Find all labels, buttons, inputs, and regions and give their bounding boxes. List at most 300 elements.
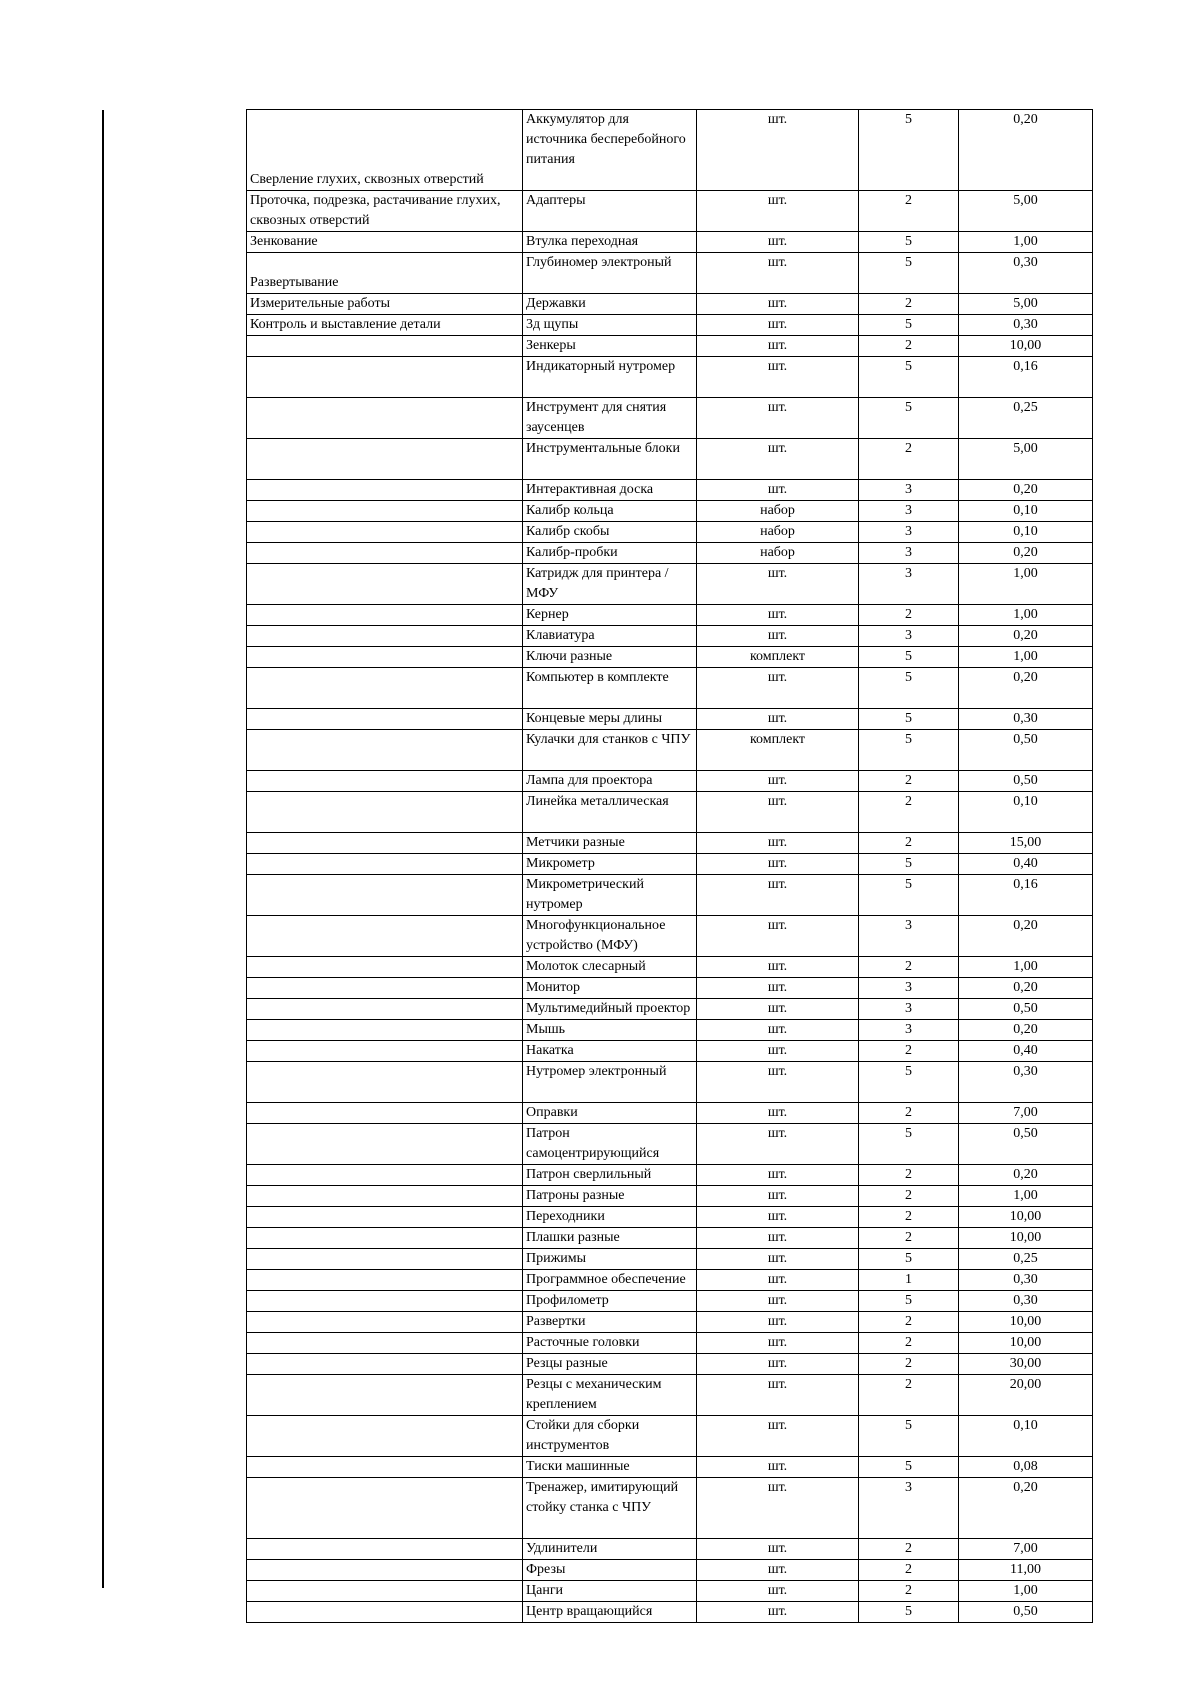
equipment-name-cell: Стойки для сборки инструментов (523, 1416, 697, 1457)
equipment-name-cell: Патрон сверлильный (523, 1165, 697, 1186)
norm-cell: 5,00 (959, 191, 1093, 232)
norm-cell: 0,20 (959, 480, 1093, 501)
quantity-cell: 5 (859, 398, 959, 439)
unit-cell: шт. (697, 709, 859, 730)
norm-cell: 11,00 (959, 1560, 1093, 1581)
table-row (247, 1124, 1093, 1165)
quantity-cell: 2 (859, 771, 959, 792)
quantity-cell: 5 (859, 315, 959, 336)
equipment-name-cell: Тиски машинные (523, 1457, 697, 1478)
equipment-name-cell: Мышь (523, 1020, 697, 1041)
unit-cell: шт. (697, 792, 859, 833)
norm-cell: 10,00 (959, 1312, 1093, 1333)
quantity-cell: 2 (859, 191, 959, 232)
operation-cell (247, 854, 523, 875)
quantity-cell: 2 (859, 605, 959, 626)
norm-cell: 0,30 (959, 1062, 1093, 1103)
table-row (247, 110, 1093, 191)
equipment-name-cell: Патроны разные (523, 1186, 697, 1207)
equipment-name-cell: Втулка переходная (523, 232, 697, 253)
norm-cell: 0,40 (959, 1041, 1093, 1062)
unit-cell: шт. (697, 1312, 859, 1333)
equipment-name-cell: Глубиномер электроный (523, 253, 697, 294)
operation-cell (247, 1354, 523, 1375)
operation-cell (247, 833, 523, 854)
unit-cell: шт. (697, 1581, 859, 1602)
operation-cell (247, 1602, 523, 1623)
quantity-cell: 5 (859, 875, 959, 916)
equipment-name-cell: Оправки (523, 1103, 697, 1124)
unit-cell: шт. (697, 1416, 859, 1457)
unit-cell: шт. (697, 1602, 859, 1623)
equipment-name-cell: Нутромер электронный (523, 1062, 697, 1103)
equipment-name-cell: Расточные головки (523, 1333, 697, 1354)
equipment-name-cell: Переходники (523, 1207, 697, 1228)
equipment-name-cell: Плашки разные (523, 1228, 697, 1249)
quantity-cell: 2 (859, 1207, 959, 1228)
equipment-name-cell: Цанги (523, 1581, 697, 1602)
unit-cell: шт. (697, 1270, 859, 1291)
equipment-name-cell: Державки (523, 294, 697, 315)
operation-cell (247, 1291, 523, 1312)
operation-cell (247, 1249, 523, 1270)
unit-cell: шт. (697, 398, 859, 439)
equipment-name-cell: Адаптеры (523, 191, 697, 232)
equipment-name-cell: Резцы с механическим креплением (523, 1375, 697, 1416)
unit-cell: шт. (697, 833, 859, 854)
table-row (247, 771, 1093, 792)
table-row (247, 1291, 1093, 1312)
unit-cell: шт. (697, 1457, 859, 1478)
equipment-name-cell: Компьютер в комплекте (523, 668, 697, 709)
operation-cell (247, 439, 523, 480)
quantity-cell: 3 (859, 916, 959, 957)
unit-cell: шт. (697, 232, 859, 253)
equipment-name-cell: Линейка металлическая (523, 792, 697, 833)
table-row (247, 709, 1093, 730)
unit-cell: шт. (697, 439, 859, 480)
table-row (247, 1020, 1093, 1041)
quantity-cell: 3 (859, 543, 959, 564)
operation-cell (247, 1560, 523, 1581)
table-row (247, 833, 1093, 854)
equipment-name-cell: Фрезы (523, 1560, 697, 1581)
equipment-name-cell: Накатка (523, 1041, 697, 1062)
equipment-name-cell: Клавиатура (523, 626, 697, 647)
table-row (247, 1186, 1093, 1207)
table-row (247, 1560, 1093, 1581)
equipment-name-cell: Лампа для проектора (523, 771, 697, 792)
unit-cell: комплект (697, 730, 859, 771)
equipment-name-cell: Калибр-пробки (523, 543, 697, 564)
norm-cell: 0,20 (959, 1020, 1093, 1041)
quantity-cell: 5 (859, 1602, 959, 1623)
table-row (247, 294, 1093, 315)
table-row (247, 999, 1093, 1020)
norm-cell: 0,08 (959, 1457, 1093, 1478)
operation-cell: Измерительные работы (247, 294, 523, 315)
unit-cell: шт. (697, 978, 859, 999)
unit-cell: шт. (697, 315, 859, 336)
unit-cell: шт. (697, 1062, 859, 1103)
table-row (247, 1062, 1093, 1103)
equipment-name-cell: Программное обеспечение (523, 1270, 697, 1291)
table-row (247, 978, 1093, 999)
norm-cell: 1,00 (959, 647, 1093, 668)
table-row (247, 501, 1093, 522)
operation-cell (247, 1375, 523, 1416)
norm-cell: 0,50 (959, 730, 1093, 771)
quantity-cell: 3 (859, 978, 959, 999)
table-row (247, 522, 1093, 543)
norm-cell: 1,00 (959, 1186, 1093, 1207)
table-row (247, 854, 1093, 875)
operation-cell (247, 875, 523, 916)
norm-cell: 20,00 (959, 1375, 1093, 1416)
equipment-name-cell: Инструмент для снятия заусенцев (523, 398, 697, 439)
norm-cell: 1,00 (959, 957, 1093, 978)
norm-cell: 0,16 (959, 875, 1093, 916)
quantity-cell: 5 (859, 854, 959, 875)
operation-cell (247, 647, 523, 668)
norm-cell: 0,10 (959, 522, 1093, 543)
norm-cell: 10,00 (959, 336, 1093, 357)
equipment-name-cell: Аккумулятор для источника бесперебойного питания (523, 110, 697, 191)
norm-cell: 0,40 (959, 854, 1093, 875)
norm-cell: 0,30 (959, 709, 1093, 730)
operation-cell (247, 1228, 523, 1249)
quantity-cell: 2 (859, 792, 959, 833)
norm-cell: 0,16 (959, 357, 1093, 398)
norm-cell: 0,10 (959, 792, 1093, 833)
table-row (247, 626, 1093, 647)
quantity-cell: 2 (859, 1375, 959, 1416)
operation-cell (247, 1457, 523, 1478)
unit-cell: шт. (697, 916, 859, 957)
equipment-name-cell: Многофункциональное устройство (МФУ) (523, 916, 697, 957)
operation-cell (247, 1312, 523, 1333)
equipment-name-cell: Профилометр (523, 1291, 697, 1312)
norm-cell: 0,20 (959, 916, 1093, 957)
table-row (247, 957, 1093, 978)
table-row (247, 875, 1093, 916)
equipment-name-cell: Тренажер, имитирующий стойку станка с ЧПУ (523, 1478, 697, 1539)
operation-cell (247, 357, 523, 398)
page-margin-line (102, 110, 104, 1588)
norm-cell: 0,50 (959, 1124, 1093, 1165)
unit-cell: шт. (697, 1249, 859, 1270)
equipment-name-cell: Центр вращающийся (523, 1602, 697, 1623)
operation-cell: Контроль и выставление детали (247, 315, 523, 336)
unit-cell: набор (697, 501, 859, 522)
table-row (247, 543, 1093, 564)
equipment-name-cell: 3д щупы (523, 315, 697, 336)
unit-cell: шт. (697, 1186, 859, 1207)
quantity-cell: 5 (859, 110, 959, 191)
quantity-cell: 5 (859, 1457, 959, 1478)
table-row (247, 1228, 1093, 1249)
quantity-cell: 5 (859, 232, 959, 253)
unit-cell: шт. (697, 191, 859, 232)
unit-cell: шт. (697, 854, 859, 875)
equipment-name-cell: Индикаторный нутромер (523, 357, 697, 398)
equipment-name-cell: Калибр кольца (523, 501, 697, 522)
table-row (247, 1103, 1093, 1124)
norm-cell: 0,20 (959, 1478, 1093, 1539)
norm-cell: 10,00 (959, 1333, 1093, 1354)
unit-cell: шт. (697, 357, 859, 398)
unit-cell: шт. (697, 668, 859, 709)
norm-cell: 15,00 (959, 833, 1093, 854)
norm-cell: 0,30 (959, 1291, 1093, 1312)
equipment-name-cell: Микрометр (523, 854, 697, 875)
table-row (247, 1041, 1093, 1062)
table-row (247, 647, 1093, 668)
quantity-cell: 2 (859, 1581, 959, 1602)
equipment-name-cell: Метчики разные (523, 833, 697, 854)
unit-cell: шт. (697, 626, 859, 647)
unit-cell: шт. (697, 605, 859, 626)
unit-cell: шт. (697, 1228, 859, 1249)
quantity-cell: 5 (859, 357, 959, 398)
table-row (247, 1270, 1093, 1291)
quantity-cell: 2 (859, 1165, 959, 1186)
operation-cell (247, 564, 523, 605)
unit-cell: шт. (697, 1124, 859, 1165)
unit-cell: шт. (697, 480, 859, 501)
unit-cell: шт. (697, 1041, 859, 1062)
table-row (247, 398, 1093, 439)
operation-cell (247, 543, 523, 564)
equipment-name-cell: Катридж для принтера /МФУ (523, 564, 697, 605)
table-row (247, 730, 1093, 771)
equipment-name-cell: Инструментальные блоки (523, 439, 697, 480)
table-row (247, 792, 1093, 833)
unit-cell: шт. (697, 110, 859, 191)
equipment-name-cell: Патрон самоцентрирующийся (523, 1124, 697, 1165)
norm-cell: 0,20 (959, 978, 1093, 999)
norm-cell: 0,30 (959, 1270, 1093, 1291)
unit-cell: шт. (697, 1020, 859, 1041)
operation-cell (247, 709, 523, 730)
equipment-name-cell: Кернер (523, 605, 697, 626)
unit-cell: шт. (697, 957, 859, 978)
operation-cell (247, 978, 523, 999)
quantity-cell: 2 (859, 1333, 959, 1354)
norm-cell: 1,00 (959, 564, 1093, 605)
equipment-name-cell: Молоток слесарный (523, 957, 697, 978)
equipment-name-cell: Развертки (523, 1312, 697, 1333)
unit-cell: шт. (697, 771, 859, 792)
norm-cell: 0,25 (959, 1249, 1093, 1270)
unit-cell: шт. (697, 1291, 859, 1312)
operation-cell: Сверление глухих, сквозных отверстий (247, 110, 523, 191)
unit-cell: шт. (697, 253, 859, 294)
unit-cell: шт. (697, 294, 859, 315)
quantity-cell: 2 (859, 957, 959, 978)
operation-cell (247, 1041, 523, 1062)
operation-cell (247, 626, 523, 647)
quantity-cell: 5 (859, 668, 959, 709)
quantity-cell: 2 (859, 833, 959, 854)
operation-cell (247, 480, 523, 501)
unit-cell: комплект (697, 647, 859, 668)
table-row (247, 232, 1093, 253)
equipment-name-cell: Удлинители (523, 1539, 697, 1560)
norm-cell: 1,00 (959, 605, 1093, 626)
operation-cell (247, 1478, 523, 1539)
table-row (247, 1333, 1093, 1354)
table-row (247, 1249, 1093, 1270)
operation-cell (247, 957, 523, 978)
table-row (247, 1416, 1093, 1457)
operation-cell (247, 1165, 523, 1186)
operation-cell (247, 501, 523, 522)
equipment-name-cell: Кулачки для станков с ЧПУ (523, 730, 697, 771)
unit-cell: шт. (697, 1375, 859, 1416)
norm-cell: 0,20 (959, 668, 1093, 709)
table-row (247, 1581, 1093, 1602)
unit-cell: набор (697, 543, 859, 564)
unit-cell: шт. (697, 1560, 859, 1581)
table-row (247, 1457, 1093, 1478)
operation-cell: Зенкование (247, 232, 523, 253)
table-row (247, 1375, 1093, 1416)
quantity-cell: 5 (859, 1124, 959, 1165)
norm-cell: 10,00 (959, 1228, 1093, 1249)
quantity-cell: 2 (859, 294, 959, 315)
quantity-cell: 5 (859, 647, 959, 668)
norm-cell: 0,20 (959, 626, 1093, 647)
equipment-table (246, 109, 1093, 1623)
norm-cell: 0,50 (959, 771, 1093, 792)
operation-cell (247, 1062, 523, 1103)
quantity-cell: 2 (859, 1041, 959, 1062)
operation-cell (247, 1124, 523, 1165)
norm-cell: 0,30 (959, 315, 1093, 336)
quantity-cell: 2 (859, 1312, 959, 1333)
equipment-name-cell: Монитор (523, 978, 697, 999)
unit-cell: шт. (697, 1478, 859, 1539)
norm-cell: 0,50 (959, 1602, 1093, 1623)
equipment-name-cell: Прижимы (523, 1249, 697, 1270)
norm-cell: 0,30 (959, 253, 1093, 294)
equipment-name-cell: Калибр скобы (523, 522, 697, 543)
quantity-cell: 3 (859, 564, 959, 605)
table-row (247, 1207, 1093, 1228)
quantity-cell: 5 (859, 1249, 959, 1270)
norm-cell: 30,00 (959, 1354, 1093, 1375)
norm-cell: 10,00 (959, 1207, 1093, 1228)
quantity-cell: 5 (859, 1291, 959, 1312)
table-row (247, 191, 1093, 232)
quantity-cell: 3 (859, 626, 959, 647)
operation-cell (247, 1186, 523, 1207)
norm-cell: 0,10 (959, 1416, 1093, 1457)
unit-cell: шт. (697, 999, 859, 1020)
operation-cell (247, 916, 523, 957)
operation-cell (247, 522, 523, 543)
quantity-cell: 2 (859, 1539, 959, 1560)
unit-cell: шт. (697, 564, 859, 605)
quantity-cell: 2 (859, 1186, 959, 1207)
unit-cell: шт. (697, 1333, 859, 1354)
equipment-name-cell: Интерактивная доска (523, 480, 697, 501)
norm-cell: 0,20 (959, 543, 1093, 564)
table-row (247, 1165, 1093, 1186)
quantity-cell: 3 (859, 522, 959, 543)
quantity-cell: 3 (859, 501, 959, 522)
operation-cell: Проточка, подрезка, растачивание глухих, сквозных отверстий (247, 191, 523, 232)
norm-cell: 1,00 (959, 232, 1093, 253)
equipment-name-cell: Ключи разные (523, 647, 697, 668)
unit-cell: шт. (697, 336, 859, 357)
quantity-cell: 5 (859, 730, 959, 771)
quantity-cell: 3 (859, 1020, 959, 1041)
quantity-cell: 2 (859, 1354, 959, 1375)
norm-cell: 1,00 (959, 1581, 1093, 1602)
operation-cell: Развертывание (247, 253, 523, 294)
norm-cell: 0,20 (959, 110, 1093, 191)
operation-cell (247, 730, 523, 771)
quantity-cell: 3 (859, 1478, 959, 1539)
operation-cell (247, 668, 523, 709)
norm-cell: 5,00 (959, 294, 1093, 315)
operation-cell (247, 792, 523, 833)
norm-cell: 7,00 (959, 1539, 1093, 1560)
quantity-cell: 5 (859, 709, 959, 730)
norm-cell: 0,10 (959, 501, 1093, 522)
table-row (247, 668, 1093, 709)
norm-cell: 0,25 (959, 398, 1093, 439)
quantity-cell: 5 (859, 1062, 959, 1103)
operation-cell (247, 605, 523, 626)
quantity-cell: 1 (859, 1270, 959, 1291)
operation-cell (247, 1333, 523, 1354)
unit-cell: шт. (697, 1165, 859, 1186)
quantity-cell: 3 (859, 999, 959, 1020)
operation-cell (247, 1581, 523, 1602)
unit-cell: шт. (697, 1354, 859, 1375)
norm-cell: 0,20 (959, 1165, 1093, 1186)
operation-cell (247, 1416, 523, 1457)
equipment-name-cell: Зенкеры (523, 336, 697, 357)
norm-cell: 5,00 (959, 439, 1093, 480)
table-row (247, 480, 1093, 501)
quantity-cell: 2 (859, 439, 959, 480)
operation-cell (247, 1539, 523, 1560)
operation-cell (247, 1020, 523, 1041)
table-row (247, 564, 1093, 605)
unit-cell: шт. (697, 1539, 859, 1560)
operation-cell (247, 771, 523, 792)
unit-cell: набор (697, 522, 859, 543)
table-row (247, 1478, 1093, 1539)
table-row (247, 1354, 1093, 1375)
operation-cell (247, 398, 523, 439)
equipment-name-cell: Концевые меры длины (523, 709, 697, 730)
table-row (247, 253, 1093, 294)
quantity-cell: 5 (859, 253, 959, 294)
table-row (247, 1312, 1093, 1333)
table-row (247, 315, 1093, 336)
table-row (247, 1539, 1093, 1560)
table-row (247, 605, 1093, 626)
norm-cell: 7,00 (959, 1103, 1093, 1124)
unit-cell: шт. (697, 1103, 859, 1124)
quantity-cell: 3 (859, 480, 959, 501)
unit-cell: шт. (697, 1207, 859, 1228)
